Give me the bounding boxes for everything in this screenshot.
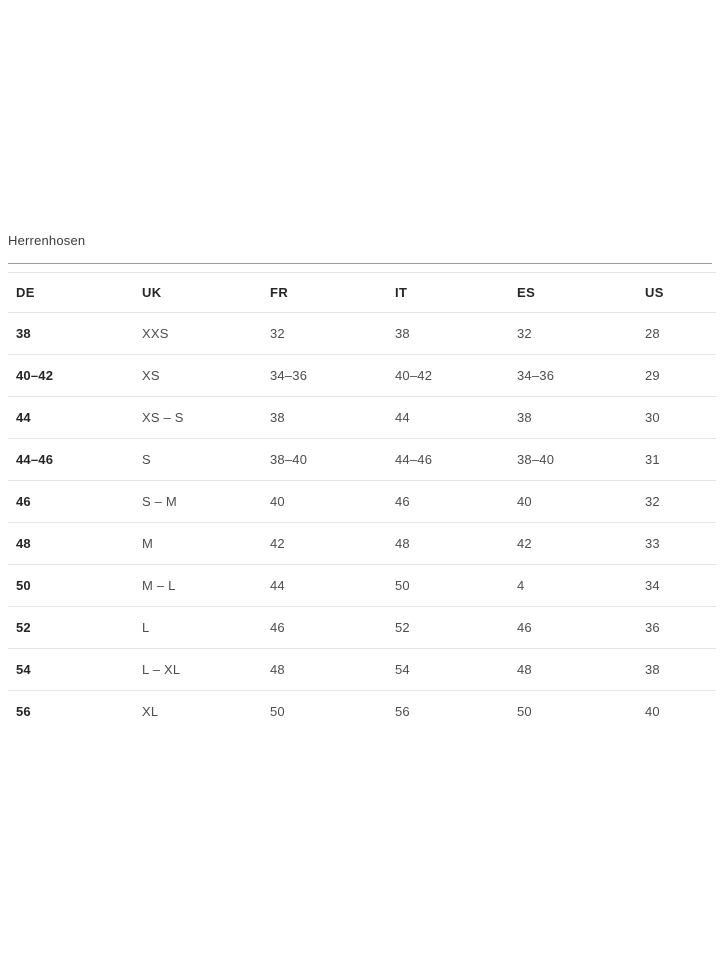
table-cell: 38–40 bbox=[509, 439, 637, 481]
table-cell: 38–40 bbox=[262, 439, 387, 481]
table-cell: 34 bbox=[637, 565, 716, 607]
table-cell: 56 bbox=[16, 704, 31, 720]
table-row bbox=[8, 313, 716, 355]
table-cell: 46 bbox=[509, 607, 637, 649]
table-cell: 50 bbox=[387, 565, 509, 607]
table-cell: M – L bbox=[134, 565, 262, 607]
table-cell: 44–46 bbox=[8, 439, 134, 481]
table-row bbox=[8, 481, 716, 523]
table-cell: 44–46 bbox=[387, 439, 509, 481]
table-cell: 48 bbox=[8, 523, 134, 565]
table-cell: XL bbox=[142, 704, 159, 720]
table-cell: 32 bbox=[637, 481, 716, 523]
table-cell: 40–42 bbox=[387, 355, 509, 397]
column-header-fr: FR bbox=[262, 273, 387, 313]
table-cell: 36 bbox=[637, 607, 716, 649]
table-cell: 40 bbox=[509, 481, 637, 523]
table-body bbox=[8, 313, 716, 733]
table-row bbox=[8, 397, 716, 439]
table-cell: 29 bbox=[637, 355, 716, 397]
table-cell: M bbox=[134, 523, 262, 565]
table-cell: 54 bbox=[8, 649, 134, 691]
table-row bbox=[8, 565, 716, 607]
table-cell: 28 bbox=[637, 313, 716, 355]
table-cell: 50 bbox=[270, 704, 285, 720]
table-cell: 42 bbox=[262, 523, 387, 565]
table-row bbox=[8, 439, 716, 481]
table-cell: 34–36 bbox=[509, 355, 637, 397]
table-cell: 38 bbox=[509, 397, 637, 439]
table-cell: 38 bbox=[262, 397, 387, 439]
table-cell: 38 bbox=[8, 313, 134, 355]
size-chart-table bbox=[8, 272, 716, 733]
column-header-es: ES bbox=[509, 273, 637, 313]
table-row bbox=[8, 649, 716, 691]
table-cell: 48 bbox=[509, 649, 637, 691]
table-header-row bbox=[8, 273, 716, 313]
table-cell: 48 bbox=[387, 523, 509, 565]
table-row bbox=[8, 523, 716, 565]
table-cell: 46 bbox=[8, 481, 134, 523]
page-title: Herrenhosen bbox=[8, 234, 712, 264]
table-cell: 31 bbox=[637, 439, 716, 481]
table-cell: 50 bbox=[517, 704, 532, 720]
table-cell: 38 bbox=[387, 313, 509, 355]
column-header-de: DE bbox=[8, 273, 134, 313]
table-cell: 30 bbox=[637, 397, 716, 439]
table-cell: 46 bbox=[387, 481, 509, 523]
table-cell: S – M bbox=[134, 481, 262, 523]
table-cell: L – XL bbox=[134, 649, 262, 691]
table-cell: 32 bbox=[262, 313, 387, 355]
column-header-uk: UK bbox=[134, 273, 262, 313]
table-cell: 46 bbox=[262, 607, 387, 649]
table-cell: 42 bbox=[509, 523, 637, 565]
table-cell: 34–36 bbox=[262, 355, 387, 397]
table-row bbox=[8, 691, 716, 733]
table-cell: XS bbox=[134, 355, 262, 397]
table-row bbox=[8, 607, 716, 649]
table-cell: 50 bbox=[8, 565, 134, 607]
table-cell: 44 bbox=[8, 397, 134, 439]
table-cell: 33 bbox=[637, 523, 716, 565]
table-cell: 52 bbox=[387, 607, 509, 649]
table-cell: 40 bbox=[645, 704, 660, 720]
table-cell: 44 bbox=[387, 397, 509, 439]
table-cell: 38 bbox=[637, 649, 716, 691]
table-cell: L bbox=[134, 607, 262, 649]
table-cell: 54 bbox=[387, 649, 509, 691]
table-cell: 4 bbox=[509, 565, 637, 607]
table-cell: 56 bbox=[395, 704, 410, 720]
table-row bbox=[8, 355, 716, 397]
table-cell: 40 bbox=[262, 481, 387, 523]
column-header-it: IT bbox=[387, 273, 509, 313]
table-cell: XXS bbox=[134, 313, 262, 355]
table-cell: S bbox=[134, 439, 262, 481]
table-cell: 44 bbox=[262, 565, 387, 607]
column-header-us: US bbox=[637, 273, 716, 313]
table-cell: 52 bbox=[8, 607, 134, 649]
table-cell: XS – S bbox=[134, 397, 262, 439]
table-cell: 48 bbox=[262, 649, 387, 691]
table-cell: 40–42 bbox=[8, 355, 134, 397]
table-cell: 32 bbox=[509, 313, 637, 355]
